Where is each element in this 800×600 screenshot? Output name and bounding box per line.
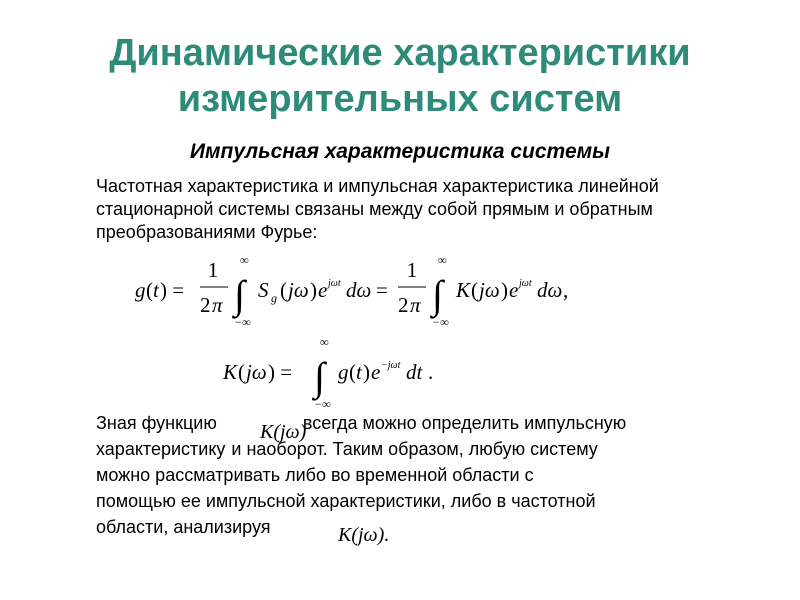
svg-text:e: e [509,278,519,302]
svg-text:(: ( [349,360,356,384]
svg-text:K: K [223,360,238,384]
svg-text:): ) [310,278,317,302]
fourier-formula-k [218,334,498,414]
svg-text:(: ( [146,278,153,302]
svg-text:∞: ∞ [320,335,329,349]
svg-text:(: ( [280,278,287,302]
svg-text:dω: dω [346,278,372,302]
svg-text:(: ( [471,278,478,302]
svg-text:∫: ∫ [432,272,443,317]
svg-text:2: 2 [200,293,211,317]
svg-text:∞: ∞ [240,253,249,267]
intro-paragraph: Частотная характеристика и импульсная характеристика линейной стационарной системы связаны между собой прямым и обратным преобразованиями Фурье: [96,176,659,242]
title-line-1: Динамические характеристики [109,32,691,74]
svg-text:−∞: −∞ [432,315,449,329]
para2-line-3: можно рассматривать либо во временной области с [96,465,534,485]
svg-text:∫: ∫ [234,272,245,317]
para2-line-1 [96,410,736,436]
svg-text:jω: jω [288,278,309,302]
para2-line-5: области, анализируя [96,517,271,537]
svg-text:K: K [456,278,471,302]
slide-subtitle: Импульсная характеристика системы [189,140,611,163]
svg-text:dω: dω [537,278,563,302]
svg-text:g: g [271,291,277,305]
svg-text:.: . [428,360,434,384]
svg-text:π: π [212,293,223,317]
svg-text:e: e [318,278,328,302]
para2-line-4: помощью ее импульсной характеристики, либо в частотной [96,491,596,511]
conclusion-paragraph [96,410,736,540]
svg-text:1: 1 [406,258,418,282]
svg-text:jω: jω [246,360,267,384]
inline-formula-k: K(jω) [260,421,307,443]
svg-text:π: π [410,293,421,317]
title-line-2: измерительных систем [177,78,623,120]
fourier-formula-g [130,250,650,330]
svg-text:g: g [338,360,349,384]
svg-text:g: g [135,278,146,302]
para2-line-1-start: Зная функцию [96,413,217,433]
svg-text:jω: jω [479,278,500,302]
svg-text:) =: ) = [160,278,185,302]
svg-text:−jωt: −jωt [381,360,401,371]
svg-text:−∞: −∞ [314,397,331,411]
svg-text:∞: ∞ [438,253,447,267]
svg-text:,: , [563,278,569,302]
svg-text:jωt: jωt [328,278,341,289]
svg-text:2: 2 [398,293,409,317]
svg-text:): ) [363,360,370,384]
svg-text:e: e [371,360,381,384]
inline-formula-k-final: K(jω). [338,524,390,546]
svg-text:t: t [153,278,159,302]
para2-line-2 [96,436,736,462]
slide-title [0,30,800,122]
para2-line-1-end: всегда можно определить импульсную [302,413,627,433]
svg-text:∫: ∫ [314,354,325,399]
svg-text:1: 1 [207,258,219,282]
para2-line-2-start: характеристику [96,439,226,459]
para2-line-2-end: и наоборот. Таким образом, любую систему [231,439,598,459]
svg-text:−∞: −∞ [234,315,251,329]
svg-text:dt: dt [406,360,423,384]
svg-text:t: t [356,360,362,384]
svg-text:(: ( [238,360,245,384]
svg-text:S: S [258,278,269,302]
svg-text:jωt: jωt [519,278,532,289]
svg-text:) =: ) = [268,360,293,384]
svg-text:): ) [501,278,508,302]
svg-text:=: = [376,278,388,302]
